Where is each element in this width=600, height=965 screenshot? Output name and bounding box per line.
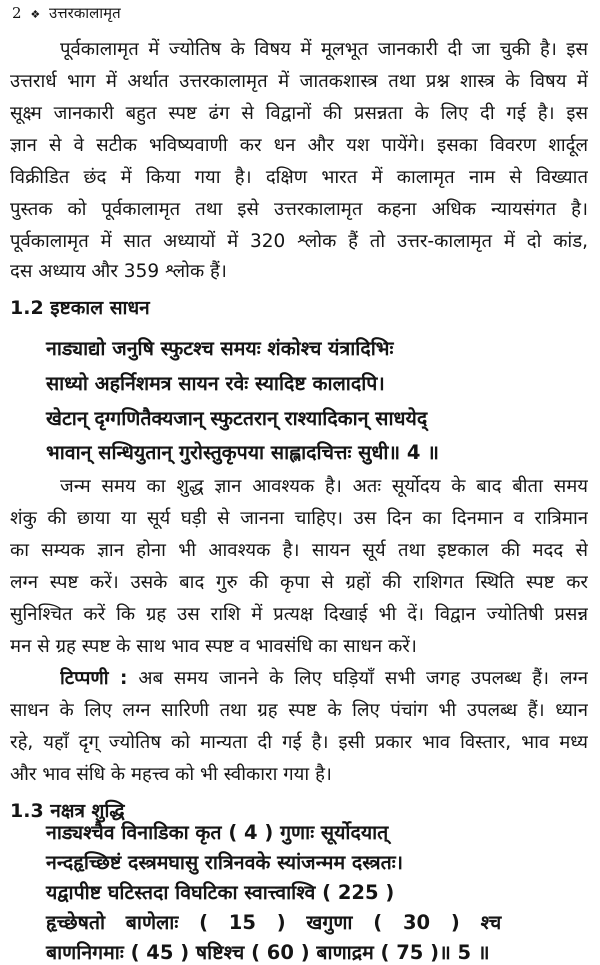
text-line: और भाव संधि के महत्त्व को भी स्वीकारा गया है। [10,764,332,785]
note-label: टिप्पणी : [60,668,128,689]
text-line: लग्न स्पष्ट करें। उसके बाद गुरु की कृपा से ग्रहों की राशिगत स्थिति स्पष्ट कर [10,572,588,593]
text-line: पूर्वकालामृत में ज्योतिष के विषय में मूलभूत जानकारी दी जा चुकी है। इस [60,39,588,60]
separator-icon: ❖ [30,8,41,21]
text-line: मन से ग्रह स्पष्ट के साथ भाव स्पष्ट व भावसंधि का साधन करें। [10,636,417,657]
text-line: सुनिश्चित करें कि ग्रह उस राशि में प्रत्यक्ष दिखाई भी दें। विद्वान ज्योतिषी प्रसन्न [10,604,588,625]
verse-line: यद्वापीष्ट घटिस्तदा विघटिका स्वात्त्वाश्वि ( 225 ) [46,881,395,904]
text-line: ज्ञान से वे सटीक भविष्यवाणी कर धन और यश पायेंगे। इसका विवरण शार्दूल [10,135,588,156]
text-line: रहे, यहाँ दृग् ज्योतिष को मान्यता दी गई है। इसी प्रकार भाव विस्तार, भाव मध्य [10,732,588,753]
verse-line: नन्दहृच्छिष्टं दस्त्रमघासु रात्रिनवके स्यांजन्मम दस्त्रतः। [46,851,404,874]
text-line: जन्म समय का शुद्ध ज्ञान आवश्यक है। अतः सूर्योदय के बाद बीता समय [60,476,588,497]
text-line: शंकु की छाया या सूर्य घड़ी से जानना चाहिए। उस दिन का दिनमान व रात्रिमान [10,508,588,529]
verse-line: नाड्याद्यो जनुषि स्फुटश्च समयः शंकोश्च यंत्रादिभिः [46,337,394,360]
text-line: टिप्पणी : अब समय जानने के लिए घड़ियाँ सभी जगह उपलब्ध हैं। लग्न [60,668,588,689]
verse-line: खेटान् दृग्गणितैक्यजान् स्फुटतरान् राश्यादिकान् साधयेद् [46,407,428,430]
verse-line: नाड्यश्चैव विनाडिका कृत ( 4 ) गुणाः सूर्योदयात् [46,821,389,844]
verse-line: बाणनिगमाः ( 45 ) षष्टिश्च ( 60 ) बाणाद्रम ( 75 )॥ 5 ॥ [46,941,490,964]
text-line: का सम्यक ज्ञान होना भी आवश्यक है। सायन सूर्य तथा इष्टकाल की मदद से [10,540,588,561]
section-heading: 1.3 नक्षत्र शुद्धि [10,800,125,822]
section-heading: 1.2 इष्टकाल साधन [10,297,150,319]
verse-line: भावान् सन्धियुतान् गुरोस्तुकृपया साह्लादचित्तः सुधी॥ 4 ॥ [46,441,439,464]
text-line: विक्रीडित छंद में किया गया है। दक्षिण भारत में कालामृत नाम से विख्यात [10,167,588,188]
text-line: दस अध्याय और 359 श्लोक हैं। [10,261,227,282]
book-title: उत्तरकालामृत [48,4,121,22]
text-line: सूक्ष्म जानकारी बहुत स्पष्ट ढंग से विद्वानों की प्रसन्नता के लिए दी गई है। इस [10,103,588,124]
text-line: पुस्तक को पूर्वकालामृत तथा इसे उत्तरकालामृत कहना अधिक न्यायसंगत है। [10,199,588,220]
text-line: साधन के लिए लग्न सारिणी तथा ग्रह स्पष्ट के लिए पंचांग भी उपलब्ध हैं। ध्यान [10,700,588,721]
verse-line: हृच्छेषतो बाणेलाः ( 15 ) खगुणा ( 30 ) श्च [46,911,502,934]
page-number: 2 [12,4,22,22]
verse-line: साध्यो अहर्निशमत्र सायन रवेः स्यादिष्ट कालादपि। [46,372,385,395]
text-line: पूर्वकालामृत में सात अध्यायों में 320 श्लोक हैं तो उत्तर-कालामृत में दो कांड, [10,231,588,252]
running-header [12,3,121,23]
text-line: उत्तरार्ध भाग में अर्थात उत्तरकालामृत में जातकशास्त्र तथा प्रश्न शास्त्र के विषय में [10,71,588,92]
